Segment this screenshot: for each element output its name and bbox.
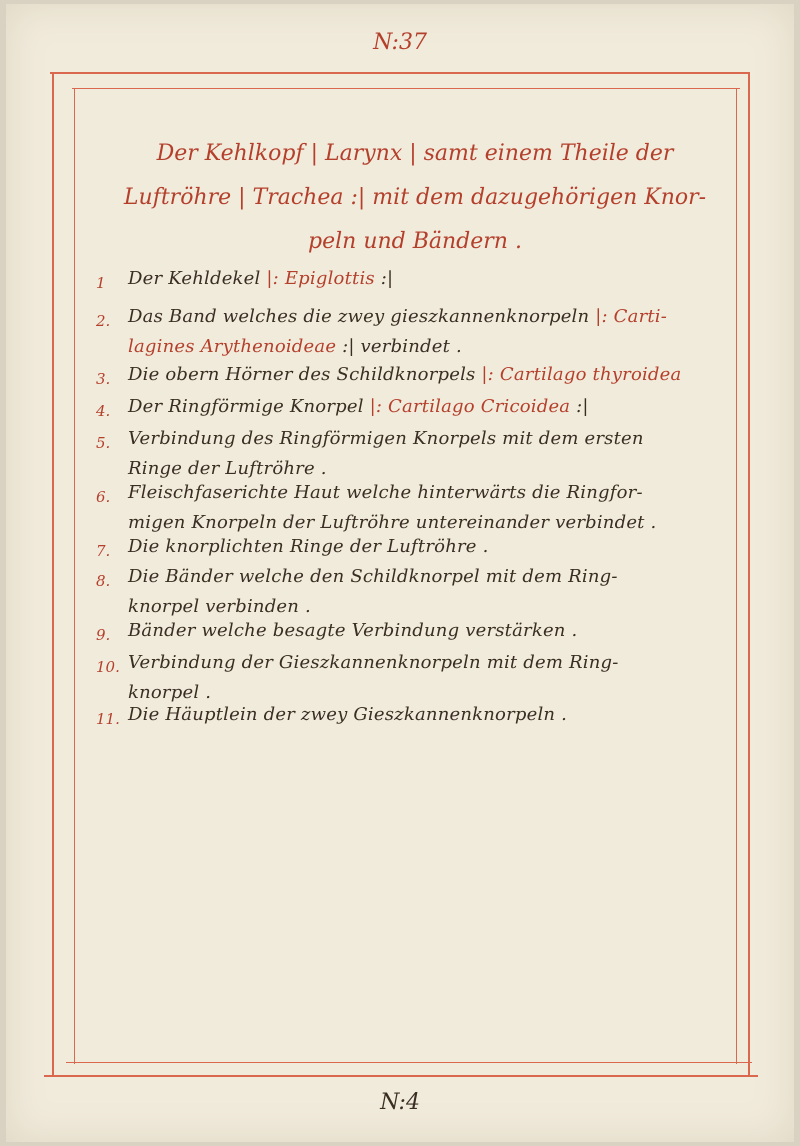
item-number: 6.	[96, 488, 111, 506]
item-text-line	[128, 566, 618, 587]
border-inner-bottom	[66, 1062, 752, 1063]
border-outer-top	[50, 72, 750, 74]
title-line-3: peln und Bändern .	[308, 229, 522, 254]
item-number: 10.	[96, 658, 120, 676]
item-text-line	[128, 620, 577, 641]
page-mark-top: N:37	[373, 30, 427, 55]
item-number: 3.	[96, 370, 111, 388]
item-text-line	[128, 336, 462, 357]
item-text-line	[128, 428, 644, 449]
item-text-line	[128, 596, 311, 617]
item-text-line	[128, 306, 667, 327]
item-number: 7.	[96, 542, 111, 560]
latin-term: |: Cartilago Cricoidea	[369, 396, 571, 417]
item-number: 11.	[96, 710, 120, 728]
item-text: Die Bänder welche den Schildknorpel mit dem Ring-	[128, 566, 618, 587]
item-text: knorpel .	[128, 682, 212, 703]
item-text: Verbindung des Ringförmigen Knorpels mit dem ersten	[128, 428, 644, 449]
item-text: :|	[570, 396, 589, 417]
item-text: Der Ringförmige Knorpel	[128, 396, 370, 417]
item-text: :|	[374, 268, 394, 289]
item-text-line	[128, 396, 589, 417]
latin-term: |: Carti-	[595, 306, 668, 327]
border-inner-top	[72, 88, 740, 89]
item-text-line	[128, 458, 327, 479]
latin-term: lagines Arythenoideae	[128, 336, 337, 357]
page-mark-bottom: N:4	[380, 1090, 420, 1115]
item-text: Die Häuptlein der zwey Gieszkannenknorpeln .	[128, 704, 568, 725]
item-number: 2.	[96, 312, 111, 330]
latin-term: |: Cartilago thyroidea	[481, 364, 682, 385]
item-number: 4.	[96, 402, 111, 420]
item-number: 9.	[96, 626, 111, 644]
item-text-line	[128, 364, 681, 385]
item-text: Bänder welche besagte Verbindung verstärken .	[128, 620, 578, 641]
border-inner-left	[74, 88, 75, 1064]
item-text: migen Knorpeln der Luftröhre untereinander verbindet .	[128, 512, 657, 533]
border-outer-bottom	[44, 1075, 758, 1077]
item-text-line	[128, 268, 393, 289]
border-inner-right	[736, 88, 737, 1064]
border-outer-right	[748, 72, 750, 1077]
border-outer-left	[52, 72, 54, 1077]
item-text-line	[128, 536, 489, 557]
item-text: knorpel verbinden .	[128, 596, 311, 617]
item-text: Die knorplichten Ringe der Luftröhre .	[128, 536, 489, 557]
item-text-line	[128, 482, 643, 503]
item-text-line	[128, 652, 619, 673]
item-number: 5.	[96, 434, 111, 452]
item-text: Fleischfaserichte Haut welche hinterwärts die Ringfor-	[128, 482, 643, 503]
page-title	[110, 132, 720, 264]
title-line-2: Luftröhre | Trachea :| mit dem dazugehörigen Knor-	[123, 185, 707, 210]
item-text: Ringe der Luftröhre .	[128, 458, 327, 479]
latin-term: |: Epiglottis	[266, 268, 375, 289]
item-text: Der Kehldekel	[128, 268, 267, 289]
item-number: 1	[96, 274, 106, 292]
item-text: Die obern Hörner des Schildknorpels	[128, 364, 482, 385]
item-number: 8.	[96, 572, 111, 590]
title-line-1: Der Kehlkopf | Larynx | samt einem Theile der	[156, 141, 674, 166]
item-text: :| verbindet .	[336, 336, 462, 357]
item-text-line	[128, 512, 656, 533]
item-text: Verbindung der Gieszkannenknorpeln mit dem Ring-	[128, 652, 619, 673]
item-text-line	[128, 682, 211, 703]
item-text-line	[128, 704, 567, 725]
item-text: Das Band welches die zwey gieszkannenknorpeln	[128, 306, 596, 327]
